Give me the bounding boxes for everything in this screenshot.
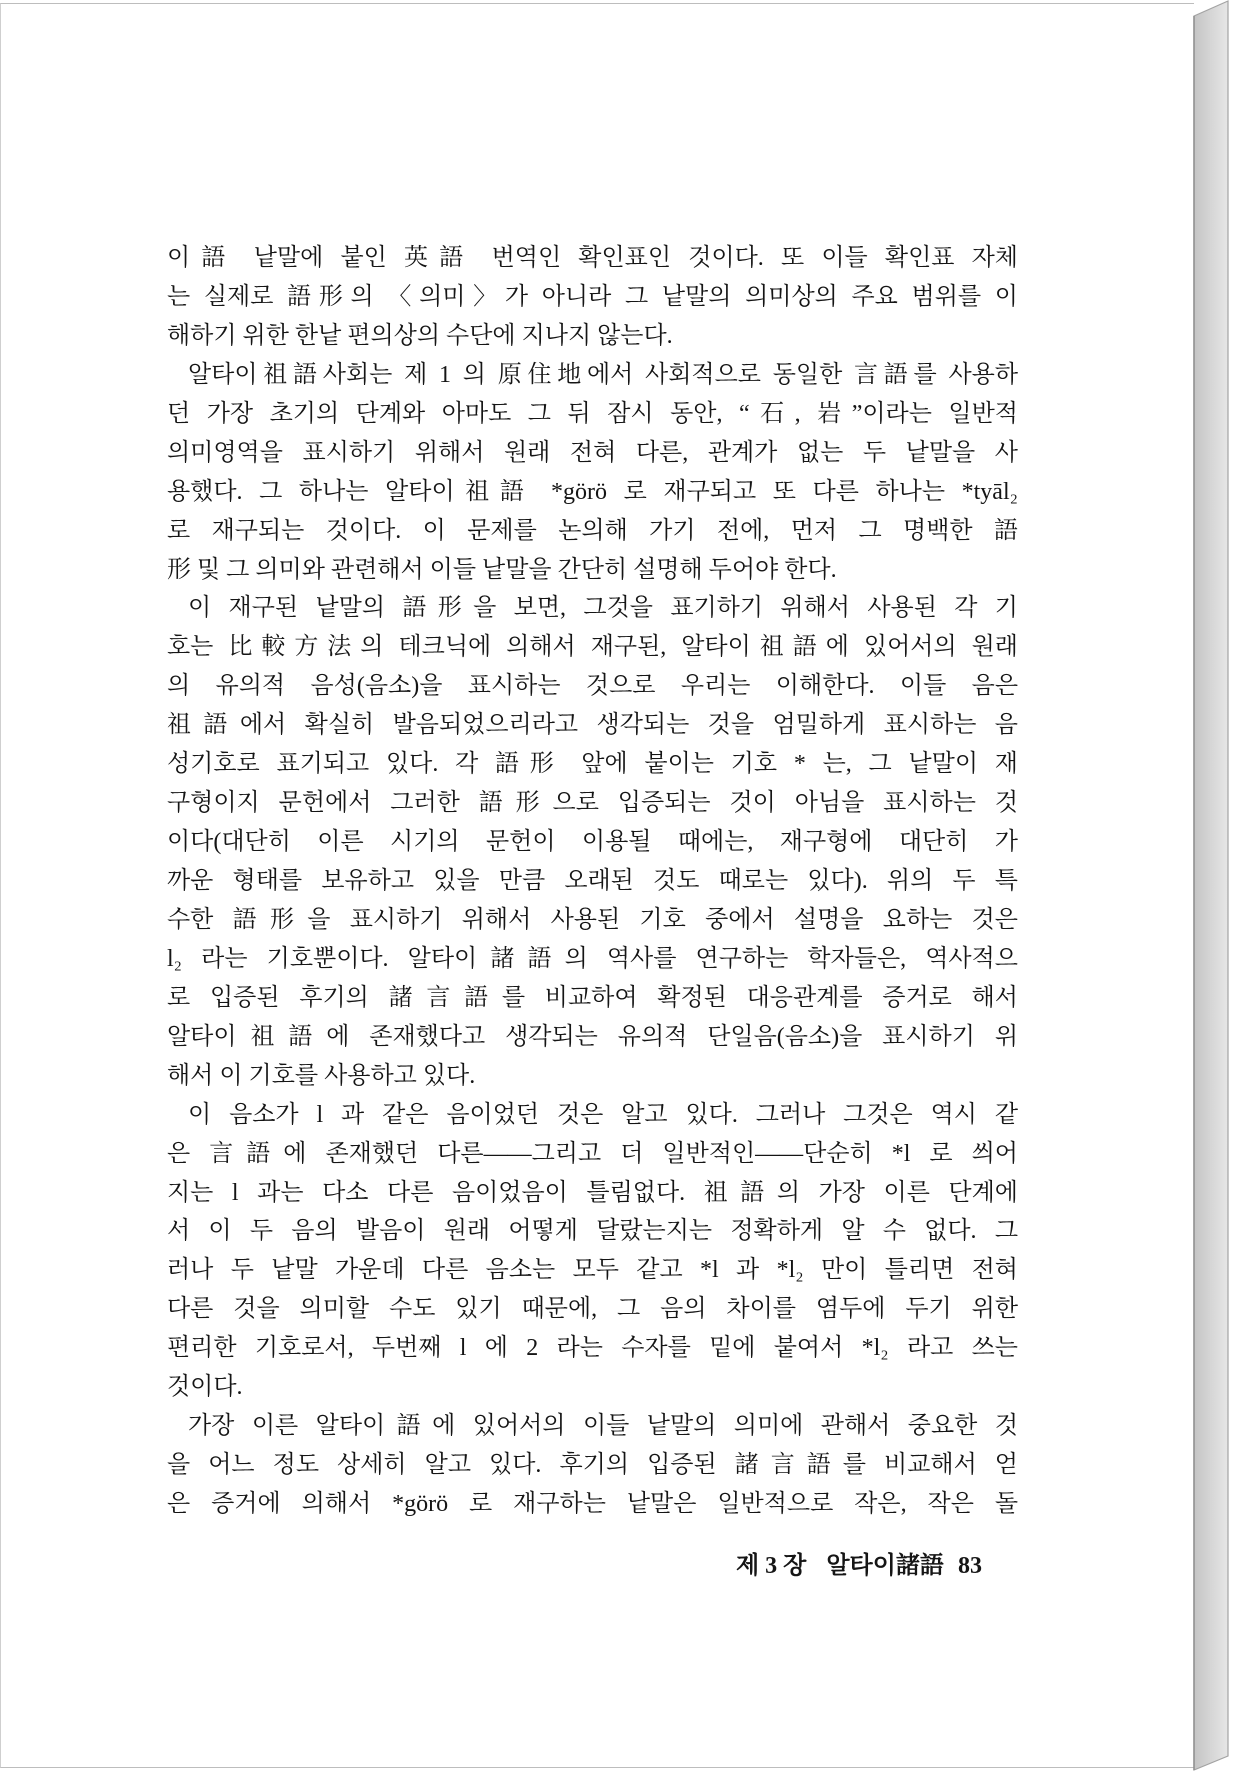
text-line: 는 실제로 語形의 〈의미〉가 아니라 그 낱말의 의미상의 주요 범위를 이: [167, 283, 1018, 310]
text-line: 러나 두 낱말 가운데 다른 음소는 모두 같고 *l 과 *l₂ 만이 틀리면 전혀: [167, 1257, 1018, 1284]
text-line: 서 이 두 음의 발음이 원래 어떻게 달랐는지는 정확하게 알 수 없다. 그: [167, 1218, 1018, 1245]
text-line: 로 입증된 후기의 諸言語를 비교하여 확정된 대응관계를 증거로 해서: [167, 984, 1018, 1011]
paragraph: [167, 589, 1018, 1095]
page-edge-shadow: [1188, 0, 1245, 1773]
text-line: 호는 比較方法의 테크닉에 의해서 재구된, 알타이祖語에 있어서의 원래: [167, 634, 1018, 661]
text-line: 이語 낱말에 붙인 英語 번역인 확인표인 것이다. 또 이들 확인표 자체: [167, 245, 1018, 271]
text-line: 祖語에서 확실히 발음되었으리라고 생각되는 것을 엄밀하게 표시하는 음: [167, 712, 1018, 739]
text-line: 해서 이 기호를 사용하고 있다.: [167, 1062, 476, 1089]
text-line: 알타이祖語에 존재했다고 생각되는 유의적 단일음(음소)을 표시하기 위: [167, 1023, 1018, 1050]
text-line: 편리한 기호로서, 두번째 l 에 2 라는 수자를 밑에 붙여서 *l₂ 라고 쓰는: [167, 1335, 1018, 1362]
text-line: 이다(대단히 이른 시기의 문헌이 이용될 때에는, 재구형에 대단히 가: [167, 829, 1018, 856]
text-line: 구형이지 문헌에서 그러한 語形으로 입증되는 것이 아님을 표시하는 것: [167, 790, 1018, 817]
paragraph: [167, 1407, 1018, 1524]
text-line: 것이다.: [167, 1374, 243, 1401]
text-line: 수한 語形을 표시하기 위해서 사용된 기호 중에서 설명을 요하는 것은: [167, 906, 1018, 933]
paragraph: [167, 356, 1018, 590]
body-text: [167, 239, 1018, 1524]
text-line: 形 및 그 의미와 관련해서 이들 낱말을 간단히 설명해 두어야 한다.: [167, 556, 837, 583]
text-line: 가장 이른 알타이語에 있어서의 이들 낱말의 의미에 관해서 중요한 것: [188, 1413, 1018, 1440]
text-line: 은 言語에 존재했던 다른——그리고 더 일반적인——단순히 *l 로 씌어: [167, 1140, 1018, 1167]
text-line: 이 재구된 낱말의 語形을 보면, 그것을 표기하기 위해서 사용된 각 기: [188, 595, 1018, 622]
text-line: 을 어느 정도 상세히 알고 있다. 후기의 입증된 諸言語를 비교해서 얻: [167, 1452, 1018, 1479]
chapter-label: 제 3 장: [736, 1553, 807, 1579]
text-line: 까운 형태를 보유하고 있을 만큼 오래된 것도 때로는 있다). 위의 두 특: [167, 868, 1018, 894]
text-line: 성기호로 표기되고 있다. 각 語形 앞에 붙이는 기호 * 는, 그 낱말이 재: [167, 751, 1018, 778]
text-line: 다른 것을 의미할 수도 있기 때문에, 그 음의 차이를 염두에 두기 위한: [167, 1296, 1018, 1323]
text-line: 이 음소가 l 과 같은 음이었던 것은 알고 있다. 그러나 그것은 역시 같: [188, 1101, 1018, 1128]
page-number: 83: [957, 1553, 982, 1579]
text-line: 알타이祖語사회는 제 1 의 原住地에서 사회적으로 동일한 言語를 사용하: [188, 361, 1018, 388]
running-footer: [736, 1550, 982, 1582]
paragraph: [167, 239, 1018, 356]
text-line: l₂ 라는 기호뿐이다. 알타이諸語의 역사를 연구하는 학자들은, 역사적으: [167, 945, 1018, 972]
text-line: 용했다. 그 하나는 알타이祖語 *görö 로 재구되고 또 다른 하나는 *tyāl₂: [167, 478, 1018, 505]
text-line: 던 가장 초기의 단계와 아마도 그 뒤 잠시 동안, “石, 岩”이라는 일반적: [167, 400, 1018, 427]
text-line: 해하기 위한 한낱 편의상의 수단에 지나지 않는다.: [167, 322, 673, 349]
text-line: 은 증거에 의해서 *görö 로 재구하는 낱말은 일반적으로 작은, 작은 돌: [167, 1491, 1018, 1517]
chapter-title: 알타이諸語: [826, 1553, 944, 1579]
text-line: 의 유의적 음성(음소)을 표시하는 것으로 우리는 이해한다. 이들 음은: [167, 673, 1018, 700]
text-line: 로 재구되는 것이다. 이 문제를 논의해 가기 전에, 먼저 그 명백한 語: [167, 517, 1018, 544]
text-line: 의미영역을 표시하기 위해서 원래 전혀 다른, 관계가 없는 두 낱말을 사: [167, 439, 1018, 466]
text-line: 지는 l 과는 다소 다른 음이었음이 틀림없다. 祖語의 가장 이른 단계에: [167, 1179, 1018, 1206]
paragraph: [167, 1096, 1018, 1408]
